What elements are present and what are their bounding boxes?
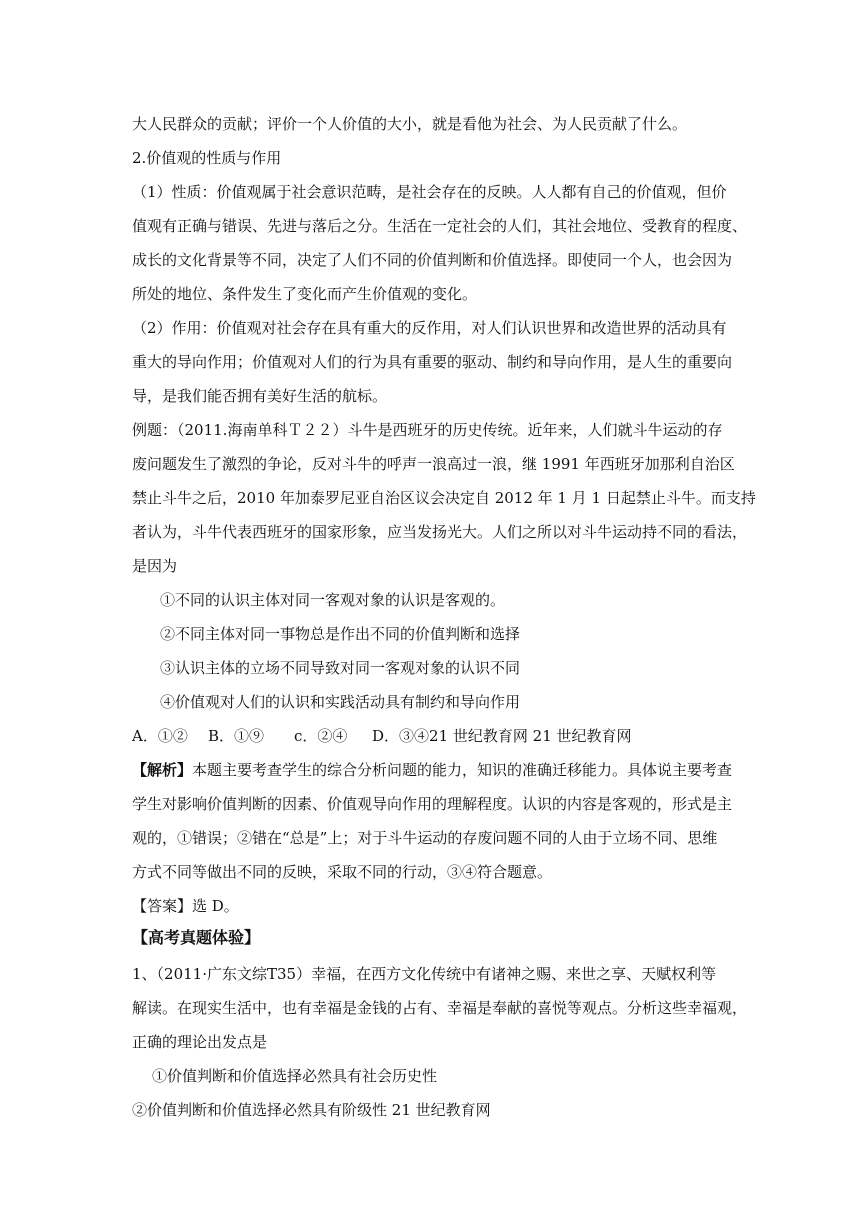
answer-line: 【答案】选 D。 bbox=[132, 897, 239, 915]
example-line: 例题：（2011.海南单科Ｔ２２）斗牛是西班牙的历史传统。近年来，人们就斗牛运动的存 bbox=[132, 421, 723, 439]
subheading: 2.价值观的性质与作用 bbox=[132, 149, 282, 167]
example-line: 废问题发生了激烈的争论，反对斗牛的呼声一浪高过一浪，继 1991 年西班牙加那利自治区 bbox=[132, 455, 735, 473]
analysis-line: 观的，①错误；②错在“总是”上；对于斗牛运动的存废问题不同的人由于立场不同、思维 bbox=[132, 829, 718, 847]
option-d: D．③④21 世纪教育网 21 世纪教育网 bbox=[372, 727, 632, 745]
paragraph-line: 所处的地位、条件发生了变化而产生价值观的变化。 bbox=[132, 285, 478, 303]
question-line: 解读。在现实生活中，也有幸福是金钱的占有、幸福是奉献的喜悦等观点。分析这些幸福观， bbox=[132, 999, 748, 1017]
statement-2: ②不同主体对同一事物总是作出不同的价值判断和选择 bbox=[160, 625, 521, 643]
question-line: 正确的理论出发点是 bbox=[132, 1033, 268, 1051]
paragraph-line: 重大的导向作用；价值观对人们的行为具有重要的驱动、制约和导向作用，是人生的重要向 bbox=[132, 353, 733, 371]
analysis-line: 方式不同等做出不同的反映，采取不同的行动，③④符合题意。 bbox=[132, 863, 553, 881]
statement-1: ①不同的认识主体对同一客观对象的认识是客观的。 bbox=[160, 591, 506, 609]
example-line: 是因为 bbox=[132, 557, 178, 575]
paragraph-line: （1）性质：价值观属于社会意识范畴，是社会存在的反映。人人都有自己的价值观，但价 bbox=[132, 183, 727, 201]
example-line: 禁止斗牛之后，2010 年加泰罗尼亚自治区议会决定自 2012 年 1 月 1 日起禁止斗牛。而支持 bbox=[132, 489, 756, 507]
analysis-text: 本题主要考查学生的综合分析问题的能力，知识的准确迁移能力。具体说主要考查 bbox=[192, 761, 733, 779]
analysis-line: 学生对影响价值判断的因素、价值观导向作用的理解程度。认识的内容是客观的，形式是主 bbox=[132, 795, 733, 813]
paragraph-line: （2）作用：价值观对社会存在具有重大的反作用，对人们认识世界和改造世界的活动具有 bbox=[132, 319, 727, 337]
question-statement-1: ①价值判断和价值选择必然具有社会历史性 bbox=[152, 1067, 438, 1085]
paragraph-line: 导，是我们能否拥有美好生活的航标。 bbox=[132, 387, 388, 405]
section-heading: 【高考真题体验】 bbox=[132, 928, 261, 947]
paragraph-line: 值观有正确与错误、先进与落后之分。生活在一定社会的人们，其社会地位、受教育的程度、 bbox=[132, 217, 748, 235]
analysis-label: 【解析】 bbox=[132, 761, 193, 779]
paragraph-line: 大人民群众的贡献；评价一个人价值的大小，就是看他为社会、为人民贡献了什么。 bbox=[132, 115, 688, 133]
option-b: B．①⑨ bbox=[208, 727, 265, 745]
analysis-line bbox=[132, 760, 752, 780]
statement-4: ④价值观对人们的认识和实践活动具有制约和导向作用 bbox=[160, 693, 521, 711]
question-statement-2: ②价值判断和价值选择必然具有阶级性 21 世纪教育网 bbox=[132, 1101, 491, 1119]
example-line: 者认为，斗牛代表西班牙的国家形象，应当发扬光大。人们之所以对斗牛运动持不同的看法， bbox=[132, 523, 748, 541]
paragraph-line: 成长的文化背景等不同，决定了人们不同的价值判断和价值选择。即使同一个人，也会因为 bbox=[132, 251, 733, 269]
answer-options bbox=[132, 726, 752, 746]
statement-3: ③认识主体的立场不同导致对同一客观对象的认识不同 bbox=[160, 659, 521, 677]
option-c: c．②④ bbox=[294, 727, 348, 745]
option-a: A．①② bbox=[132, 727, 188, 745]
question-line: 1、（2011·广东文综T35）幸福，在西方文化传统中有诸神之赐、来世之享、天赋权利等 bbox=[132, 965, 717, 983]
